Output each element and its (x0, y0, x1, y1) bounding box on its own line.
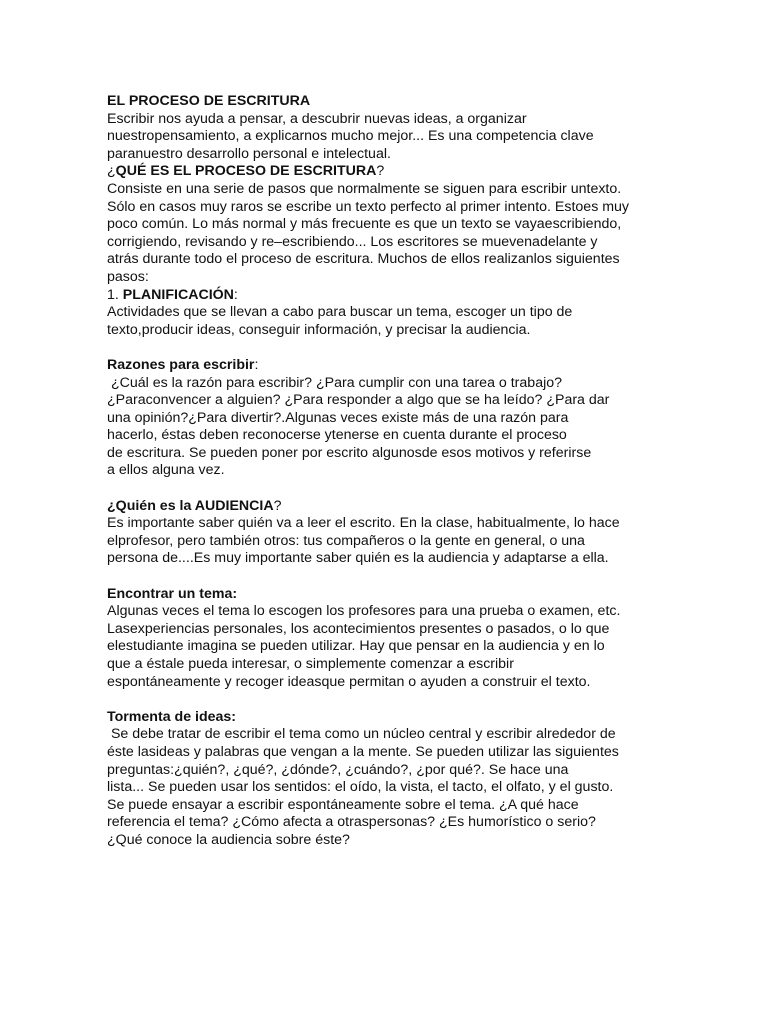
text-line: referencia el tema? ¿Cómo afecta a otraspersonas? ¿Es humorístico o serio? (107, 814, 596, 831)
blank-line (107, 480, 667, 498)
text-line: texto,producir ideas, conseguir información, y precisar la audiencia. (107, 321, 531, 338)
heading-bold: Razones para escribir (107, 356, 255, 373)
text-line: que a éstale pueda interesar, o simplemente comenzar a escribir (107, 656, 514, 672)
heading-tormenta: Tormenta de ideas: (107, 708, 237, 725)
planificacion-paragraph (107, 304, 667, 339)
text-line: Actividades que se llevan a cabo para buscar un tema, escoger un tipo de (107, 304, 573, 321)
heading-razones (107, 357, 667, 375)
audiencia-paragraph (107, 515, 667, 568)
que-es-paragraph (107, 181, 667, 287)
text-line: hacerlo, éstas deben reconocerse ytenerse en cuenta durante el proceso (107, 427, 567, 444)
text-line: a ellos alguna vez. (107, 462, 225, 479)
text-line: elprofesor, pero también otros: tus compañeros o la gente en general, o una (107, 532, 585, 549)
text-line: de escritura. Se pueden poner por escrito algunosde esos motivos y referirse (107, 444, 592, 461)
text-line: ¿Qué conoce la audiencia sobre éste? (107, 831, 350, 848)
text-line: corrigiendo, revisando y re–escribiendo... Los escritores se muevenadelante y (107, 233, 598, 250)
heading-number: 1. (107, 286, 123, 303)
intro-paragraph (107, 111, 667, 164)
heading-tail: : (233, 286, 238, 303)
razones-paragraph (107, 375, 667, 481)
text-line: Es importante saber quién va a leer el escrito. En la clase, habitualmente, lo hace (107, 515, 620, 532)
tema-paragraph (107, 603, 667, 691)
text-line: poco común. Lo más normal y más frecuente es que un texto se vayaescribiendo, (107, 216, 622, 233)
document-title: EL PROCESO DE ESCRITURA (107, 93, 311, 109)
text-line: atrás durante todo el proceso de escritura. Muchos de ellos realizanlos siguientes (107, 251, 620, 268)
heading-planificacion (107, 287, 667, 305)
heading-tail: ? (273, 497, 282, 514)
heading-tail: : (254, 356, 259, 373)
heading-open: ¿ (107, 163, 116, 180)
text-line: Se debe tratar de escribir el tema como un núcleo central y escribir alrededor de (107, 726, 616, 743)
text-line: espontáneamente y recoger ideasque permitan o ayuden a construir el texto. (107, 673, 591, 690)
heading-audiencia (107, 498, 667, 516)
text-line: Consiste en una serie de pasos que normalmente se siguen para escribir untexto. (107, 180, 622, 197)
heading-tema: Encontrar un tema: (107, 585, 238, 602)
text-line: Sólo en casos muy raros se escribe un texto perfecto al primer intento. Estoes muy (107, 198, 630, 215)
text-line: pasos: (107, 268, 149, 285)
text-line: ¿Paraconvencer a alguien? ¿Para responder a algo que se ha leído? ¿Para dar (107, 392, 610, 409)
text-line: paranuestro desarrollo personal e intelectual. (107, 145, 391, 162)
heading-close: ? (376, 163, 385, 180)
tormenta-paragraph (107, 726, 667, 849)
text-line: éste lasideas y palabras que vengan a la mente. Se pueden utilizar las siguientes (107, 743, 619, 760)
heading-bold: PLANIFICACIÓN (122, 286, 234, 303)
heading-bold: ¿Quién es la AUDIENCIA (107, 497, 274, 514)
text-line: preguntas:¿quién?, ¿qué?, ¿dónde?, ¿cuándo?, ¿por qué?. Se hace una (107, 761, 569, 778)
blank-line (107, 568, 667, 586)
text-line: Escribir nos ayuda a pensar, a descubrir nuevas ideas, a organizar (107, 110, 527, 127)
text-line: ¿Cuál es la razón para escribir? ¿Para cumplir con una tarea o trabajo? (107, 374, 563, 391)
blank-line (107, 339, 667, 357)
text-line: Se puede ensayar a escribir espontáneamente sobre el tema. ¿A qué hace (107, 796, 579, 813)
blank-line (107, 691, 667, 709)
heading-bold: QUÉ ES EL PROCESO DE ESCRITURA (115, 163, 377, 180)
text-line: Algunas veces el tema lo escogen los profesores para una prueba o examen, etc. (107, 603, 621, 620)
text-line: nuestropensamiento, a explicarnos mucho mejor... Es una competencia clave (107, 128, 594, 145)
text-line: lista... Se pueden usar los sentidos: el oído, la vista, el tacto, el olfato, y el gusto. (107, 779, 614, 796)
text-line: Lasexperiencias personales, los acontecimientos presentes o pasados, o lo que (107, 620, 610, 637)
document-page (107, 93, 667, 850)
heading-que-es (107, 163, 667, 181)
text-line: persona de....Es muy importante saber quién es la audiencia y adaptarse a ella. (107, 550, 609, 567)
text-line: elestudiante imagina se pueden utilizar. Hay que pensar en la audiencia y en lo (107, 638, 605, 655)
text-line: una opinión?¿Para divertir?.Algunas veces existe más de una razón para (107, 409, 569, 426)
